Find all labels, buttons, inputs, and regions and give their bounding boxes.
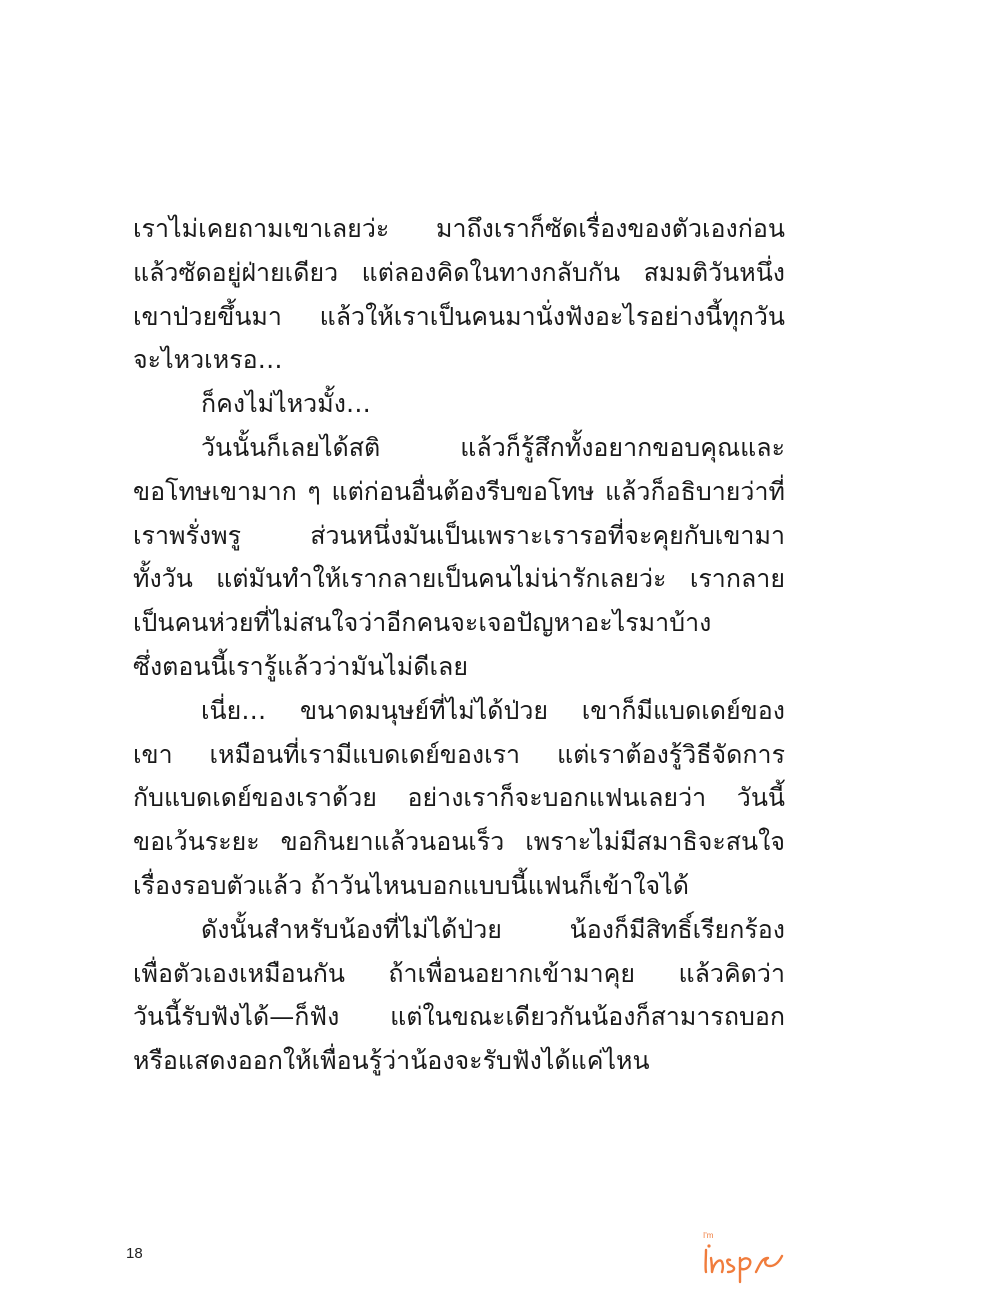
inspire-logo-mark	[700, 1228, 786, 1284]
text-line: กับแบดเดย์ของเราด้วย อย่างเราก็จะบอกแฟนเลยว่า วันนี้	[133, 783, 785, 813]
text-line: วันนี้รับฟังได้—ก็ฟัง แต่ในขณะเดียวกันน้องก็สามารถบอก	[133, 1002, 785, 1032]
text-line: แล้วซัดอยู่ฝ่ายเดียว แต่ลองคิดในทางกลับกัน สมมติวันหนึ่ง	[133, 257, 785, 287]
inspire-logo	[700, 1228, 786, 1284]
text-line: ขอโทษเขามาก ๆ แต่ก่อนอื่นต้องรีบขอโทษ แล้วก็อธิบายว่าที่	[133, 476, 785, 506]
text-line: เรื่องรอบตัวแล้ว ถ้าวันไหนบอกแบบนี้แฟนก็เข้าใจได้	[133, 870, 689, 900]
body-text	[133, 207, 785, 1083]
text-line: ทั้งวัน แต่มันทำให้เรากลายเป็นคนไม่น่ารักเลยว่ะ เรากลาย	[133, 564, 785, 594]
text-line: เขา เหมือนที่เรามีแบดเดย์ของเรา แต่เราต้องรู้วิธีจัดการ	[133, 739, 785, 769]
text-line: ซึ่งตอนนี้เรารู้แล้วว่ามันไม่ดีเลย	[133, 651, 468, 681]
text-line: วันนั้นก็เลยได้สติ แล้วก็รู้สึกทั้งอยากขอบคุณและ	[201, 432, 785, 462]
logo-dot	[707, 1244, 710, 1247]
text-line: ก็คงไม่ไหวมั้ง…	[201, 389, 371, 419]
logo-small-text: I'm	[703, 1231, 714, 1240]
text-line: ดังนั้นสำหรับน้องที่ไม่ได้ป่วย น้องก็มีสิทธิ์เรียกร้อง	[201, 914, 785, 944]
text-line: จะไหวเหรอ…	[133, 345, 283, 375]
page-number: 18	[126, 1245, 143, 1262]
text-line: เราไม่เคยถามเขาเลยว่ะ มาถึงเราก็ซัดเรื่องของตัวเองก่อน	[133, 214, 785, 243]
text-line: หรือแสดงออกให้เพื่อนรู้ว่าน้องจะรับฟังได้แค่ไหน	[133, 1046, 650, 1076]
text-line: เนี่ย… ขนาดมนุษย์ที่ไม่ได้ป่วย เขาก็มีแบดเดย์ของ	[201, 695, 785, 725]
text-line: ขอเว้นระยะ ขอกินยาแล้วนอนเร็ว เพราะไม่มีสมาธิจะสนใจ	[133, 827, 785, 857]
logo-script	[706, 1250, 782, 1282]
text-line: เพื่อตัวเองเหมือนกัน ถ้าเพื่อนอยากเข้ามาคุย แล้วคิดว่า	[133, 958, 785, 988]
text-line: เขาป่วยขึ้นมา แล้วให้เราเป็นคนมานั่งฟังอะไรอย่างนี้ทุกวัน	[133, 301, 785, 331]
text-line: เป็นคนห่วยที่ไม่สนใจว่าอีกคนจะเจอปัญหาอะไรมาบ้าง	[133, 608, 712, 638]
text-line: เราพรั่งพรู ส่วนหนึ่งมันเป็นเพราะเรารอที่จะคุยกับเขามา	[133, 520, 785, 550]
